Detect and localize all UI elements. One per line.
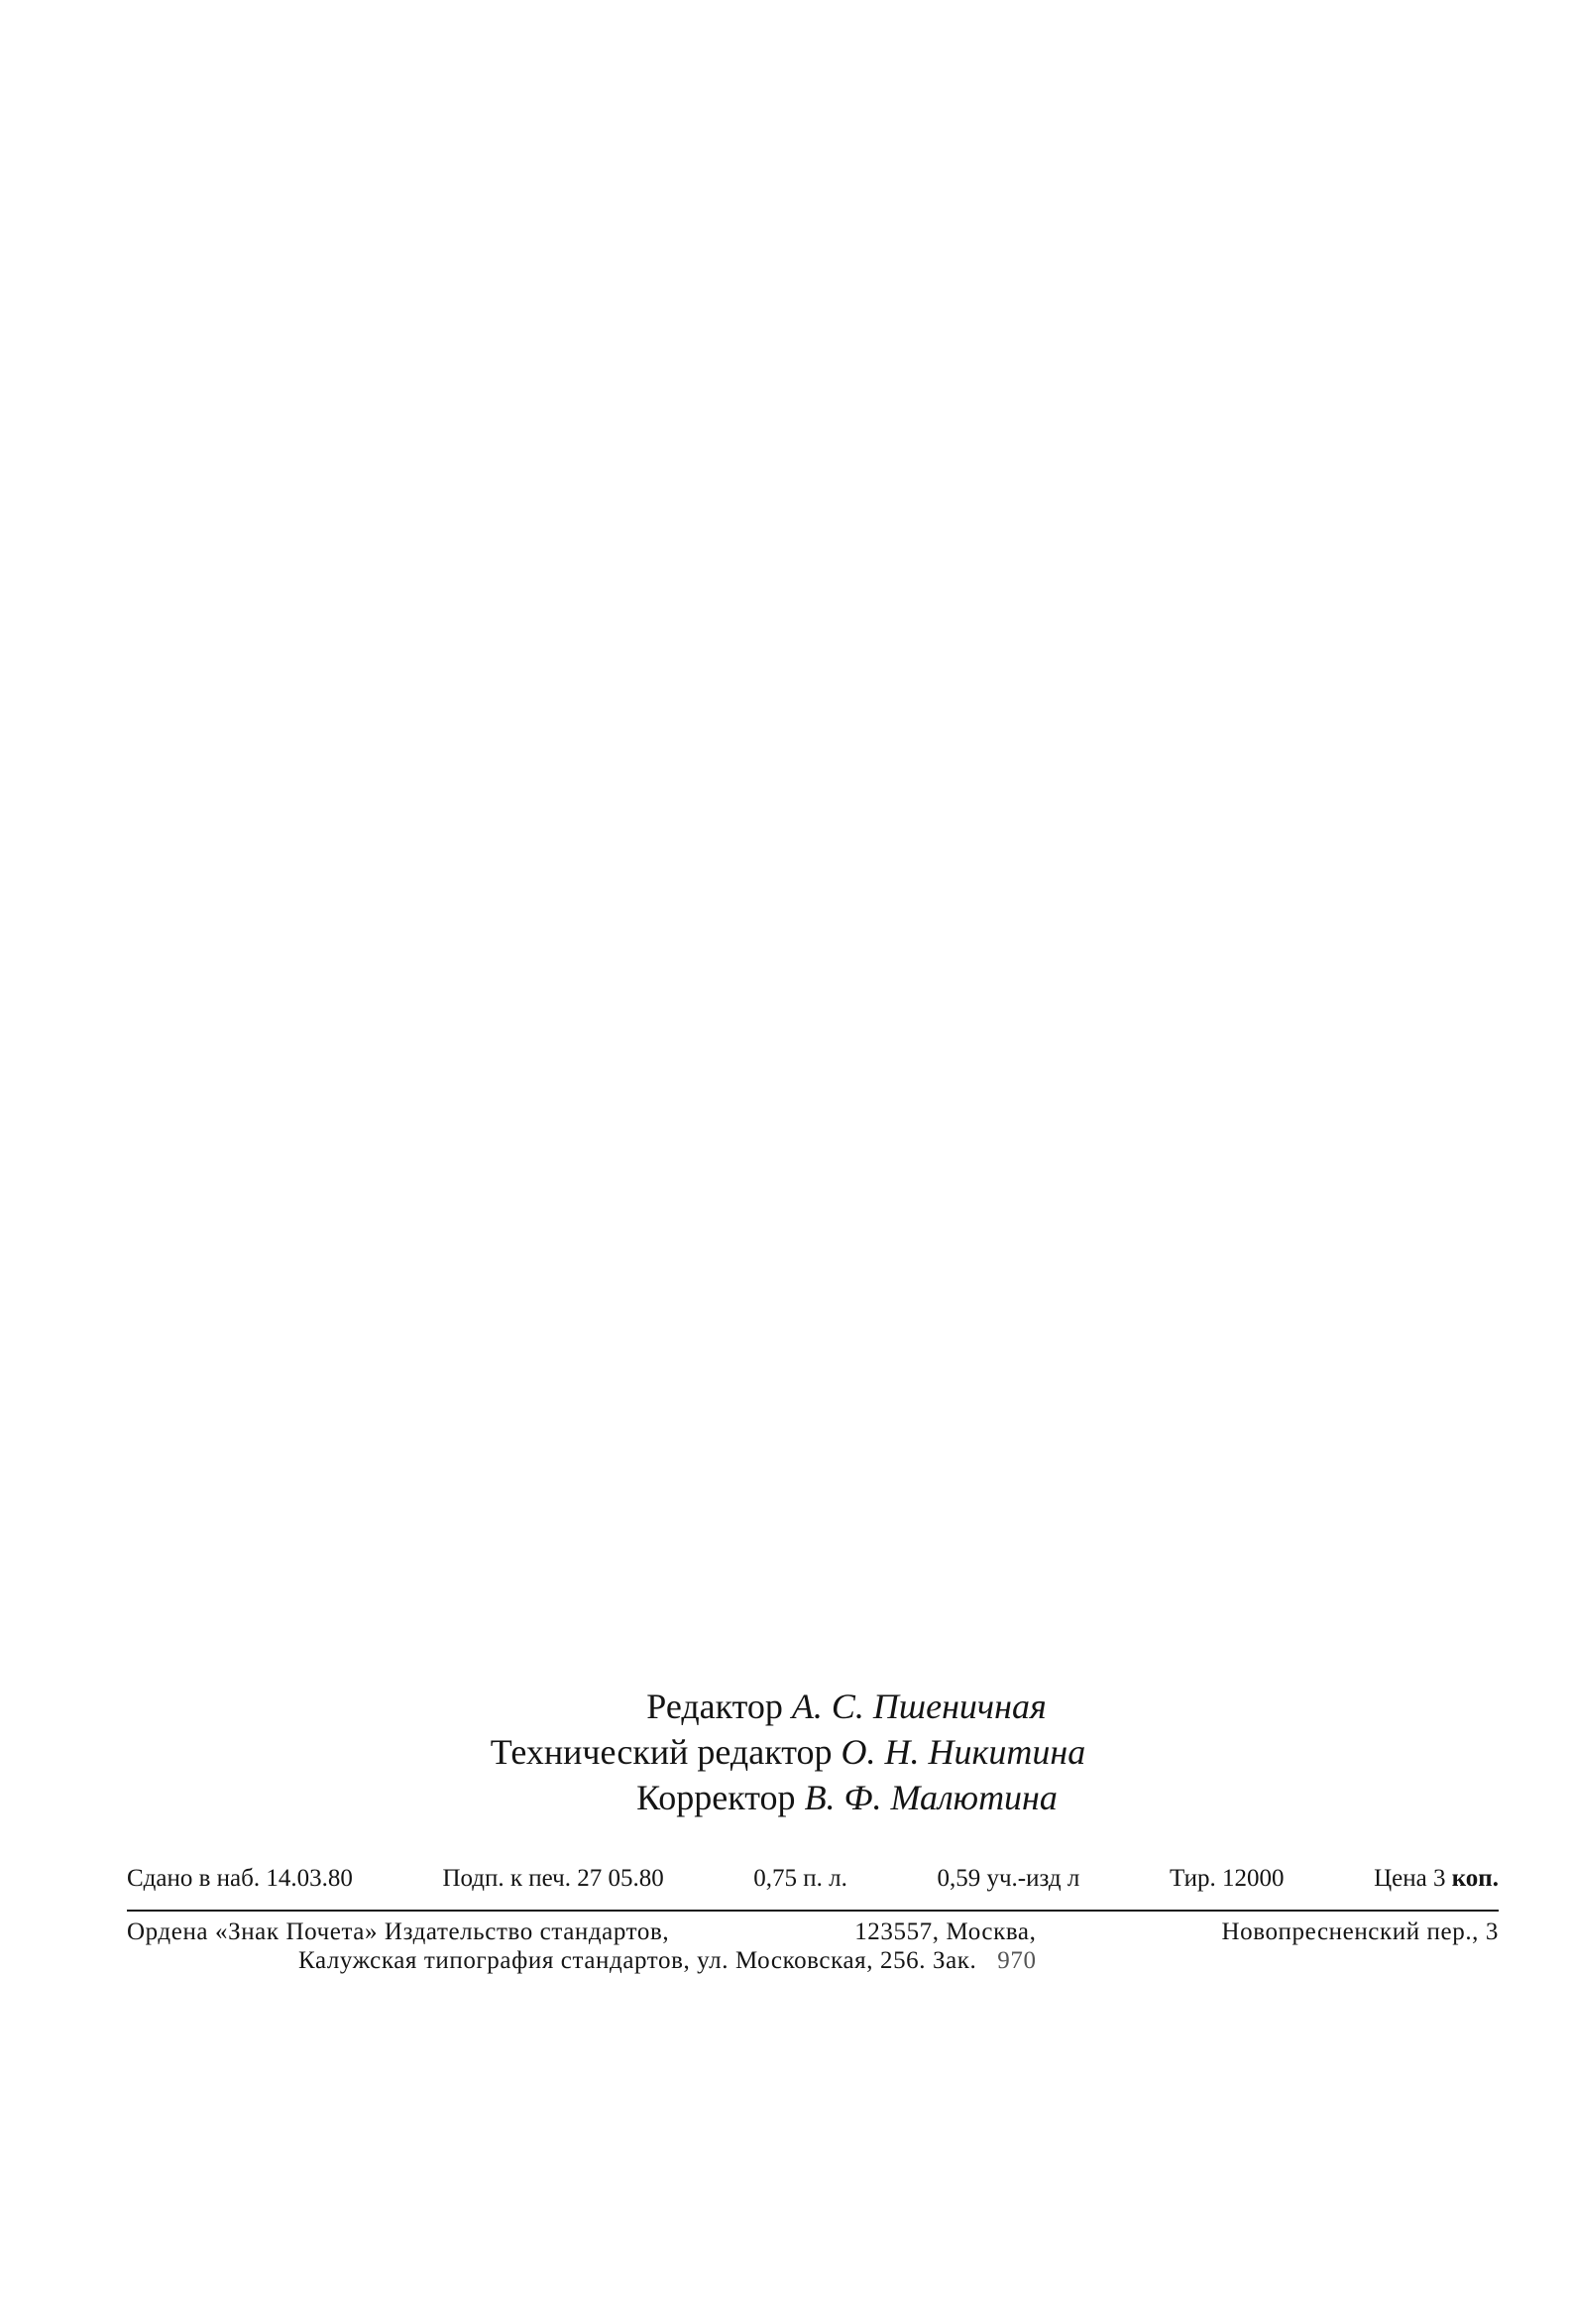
imprint-signed: Подп. к печ. 27 05.80 xyxy=(442,1865,664,1892)
publisher-street: Новопресненский пер., 3 xyxy=(1221,1918,1499,1945)
editor-credit xyxy=(122,1684,1571,1729)
imprint-publisher-sheets: 0,59 уч.-изд л xyxy=(937,1865,1080,1892)
editor-role: Редактор xyxy=(646,1686,783,1726)
divider-rule xyxy=(127,1910,1499,1912)
publisher-line-2 xyxy=(127,1946,1499,1975)
editor-name: А. С. Пшеничная xyxy=(791,1686,1047,1726)
corrector-name: В. Ф. Малютина xyxy=(804,1778,1058,1817)
tech-editor-name: О. Н. Никитина xyxy=(841,1732,1086,1772)
imprint-price-unit: коп. xyxy=(1451,1865,1499,1892)
publisher-name: Ордена «Знак Почета» Издательство стандартов, xyxy=(127,1918,670,1945)
imprint-line xyxy=(127,1864,1499,1894)
imprint-print-run: Тир. 12000 xyxy=(1169,1865,1285,1892)
imprint-price xyxy=(1374,1864,1499,1894)
credits-block xyxy=(0,1684,1571,1820)
tech-editor-role: Технический редактор xyxy=(490,1732,833,1772)
imprint-row xyxy=(127,1864,1499,1894)
tech-editor-credit xyxy=(5,1729,1571,1775)
imprint-print-sheets: 0,75 п. л. xyxy=(753,1865,847,1892)
publisher-postcode-city: 123557, Москва, xyxy=(854,1918,1037,1945)
imprint-price-value: Цена 3 xyxy=(1374,1865,1446,1892)
order-number: 970 xyxy=(997,1947,1037,1974)
corrector-credit xyxy=(123,1775,1571,1820)
printing-house: Калужская типография стандартов, ул. Московская, 256. Зак. xyxy=(298,1947,977,1974)
imprint-submitted: Сдано в наб. 14.03.80 xyxy=(127,1865,353,1892)
publisher-block xyxy=(127,1917,1499,1975)
corrector-role: Корректор xyxy=(636,1778,796,1817)
publisher-line-1 xyxy=(127,1917,1499,1946)
